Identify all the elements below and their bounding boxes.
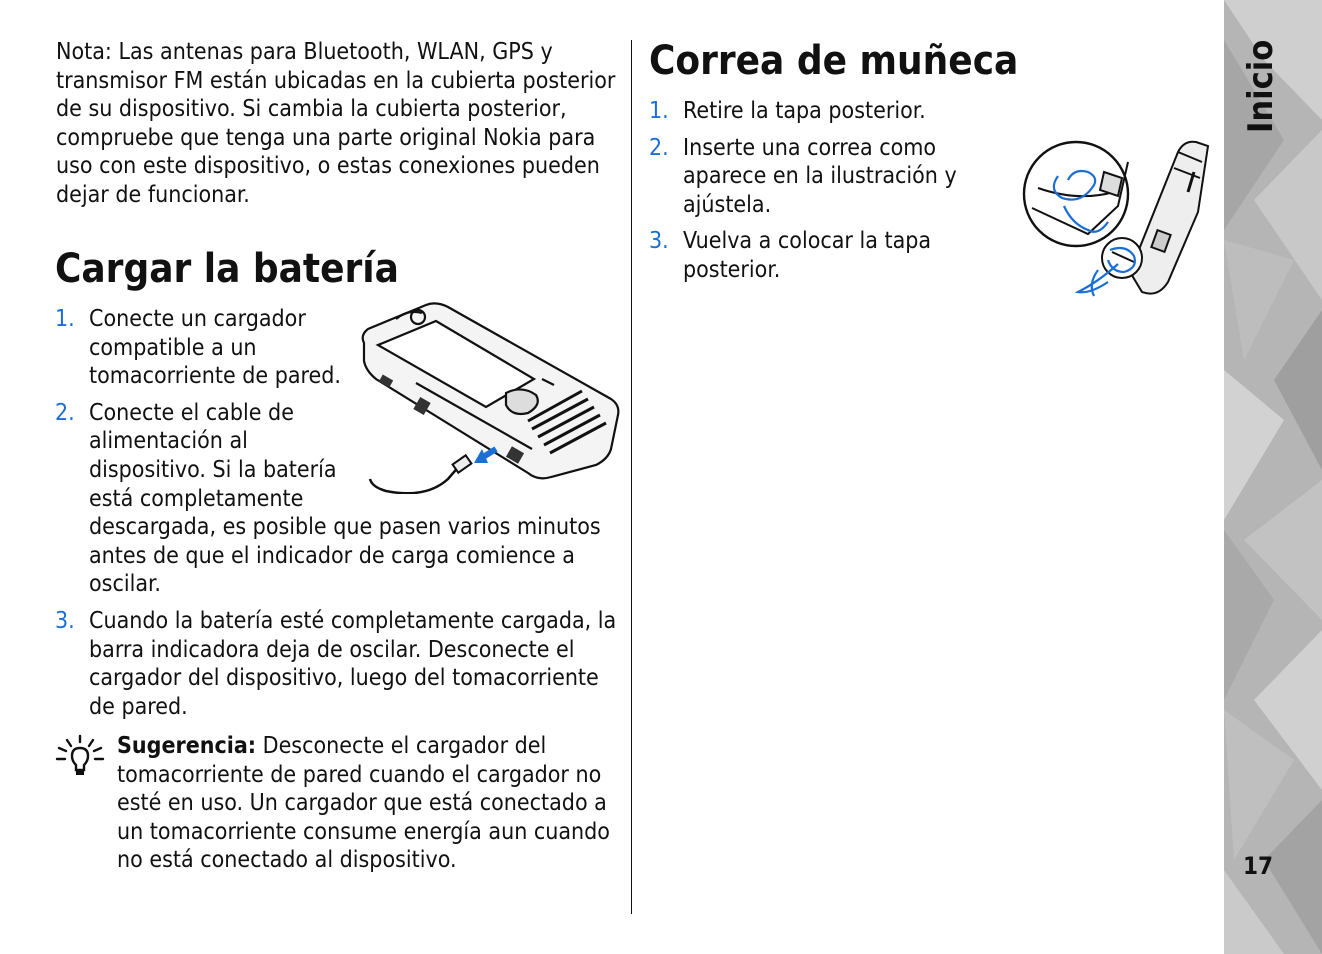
step-text: Retire la tapa posterior. — [683, 98, 926, 124]
step-text: Conecte el cable de alimentación al dispositivo. Si la batería está completamente descargada, es posible que pasen varios minutos antes de que el indicador de carga comience a oscilar. — [89, 399, 601, 598]
heading-correa-muneca: Correa de muñeca — [649, 38, 1019, 84]
section-title: Inicio — [1241, 39, 1281, 133]
wrist-strap-illustration — [1018, 132, 1214, 302]
step-text: Cuando la batería esté completamente cargada, la barra indicadora deja de oscilar. Desconecte el cargador del dispositivo, luego del tomacorriente de pared. — [89, 607, 617, 720]
step-number: 3. — [649, 228, 669, 255]
list-item — [649, 97, 979, 126]
list-item — [649, 227, 979, 284]
list-item — [55, 305, 620, 391]
strap-steps-list — [649, 97, 979, 293]
note-paragraph: Nota: Las antenas para Bluetooth, WLAN, GPS y transmisor FM están ubicadas en la cubierta posterior de su dispositivo. Si cambia la cubierta posterior, compruebe que tenga una parte original Nokia para uso con este dispositivo, o estas conexiones pueden dejar de funcionar. — [56, 39, 616, 208]
tip-box — [55, 732, 620, 875]
step-number: 2. — [55, 399, 75, 426]
step-number: 2. — [649, 134, 669, 161]
step-text: Vuelva a colocar la tapa posterior. — [683, 228, 932, 283]
step-number: 1. — [55, 306, 75, 332]
list-item — [649, 134, 979, 220]
list-item — [55, 399, 620, 599]
section-sidebar — [1224, 0, 1322, 954]
list-item — [55, 607, 620, 721]
tip-label: Sugerencia: — [117, 733, 257, 759]
heading-cargar-bateria: Cargar la batería — [55, 246, 399, 292]
column-divider — [631, 40, 632, 914]
step-number: 3. — [55, 607, 75, 634]
lightbulb-icon — [55, 734, 105, 778]
step-number: 1. — [649, 98, 669, 124]
page-number: 17 — [1243, 852, 1274, 880]
sidebar-background-pattern — [1224, 0, 1322, 954]
step-text: Inserte una correa como aparece en la ilustración y ajústela. — [683, 134, 957, 218]
step-text: Conecte un cargador compatible a un tomacorriente de pared. — [89, 306, 341, 390]
charging-steps-list — [55, 305, 620, 729]
tip-text: Desconecte el cargador del tomacorriente de pared cuando el cargador no esté en uso. Un cargador que está conectado a un tomacorriente consume energía aun cuando no está conectado al dispositivo. — [117, 733, 610, 874]
